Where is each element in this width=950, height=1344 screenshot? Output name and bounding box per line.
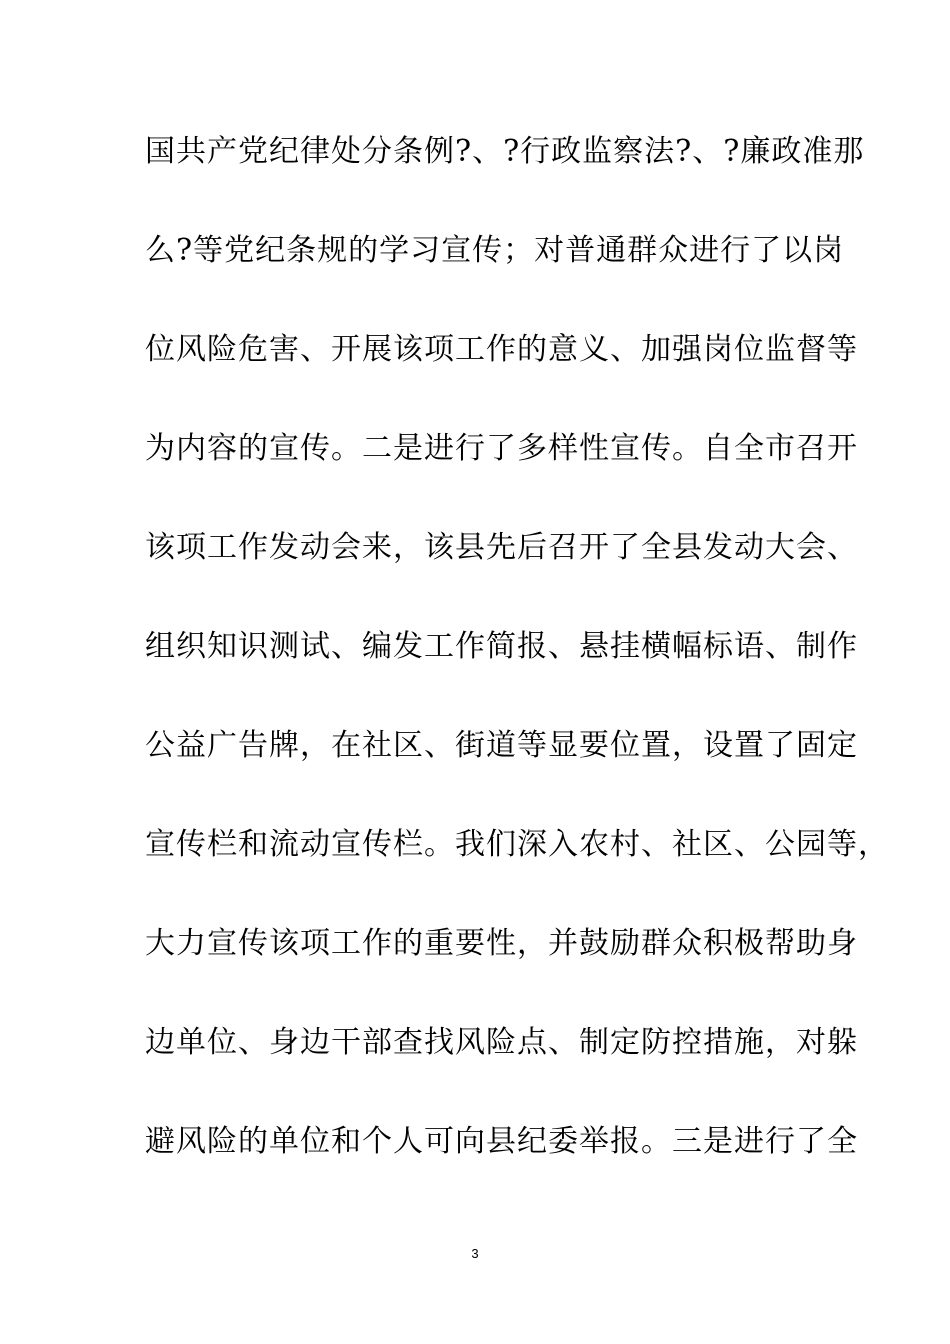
text-line: 位风险危害、开展该项工作的意义、加强岗位监督等 bbox=[145, 332, 858, 367]
text-line: 避风险的单位和个人可向县纪委举报。三是进行了全 bbox=[145, 1124, 858, 1159]
text-line: 边单位、身边干部查找风险点、制定防控措施，对躲 bbox=[145, 1025, 858, 1060]
text-line: 为内容的宣传。二是进行了多样性宣传。自全市召开 bbox=[145, 431, 858, 466]
text-line: 宣传栏和流动宣传栏。我们深入农村、社区、公园等， bbox=[145, 827, 889, 862]
text-line: 大力宣传该项工作的重要性，并鼓励群众积极帮助身 bbox=[145, 926, 858, 961]
text-line: 该项工作发动会来，该县先后召开了全县发动大会、 bbox=[145, 530, 858, 565]
text-line: 公益广告牌，在社区、街道等显要位置，设置了固定 bbox=[145, 728, 858, 763]
text-line: 么?等党纪条规的学习宣传；对普通群众进行了以岗 bbox=[145, 233, 845, 268]
body-text bbox=[145, 128, 889, 1217]
text-line: 组织知识测试、编发工作简报、悬挂横幅标语、制作 bbox=[145, 629, 858, 664]
page-number: 3 bbox=[471, 1246, 479, 1261]
text-line: 国共产党纪律处分条例?、?行政监察法?、?廉政准那 bbox=[145, 134, 865, 169]
